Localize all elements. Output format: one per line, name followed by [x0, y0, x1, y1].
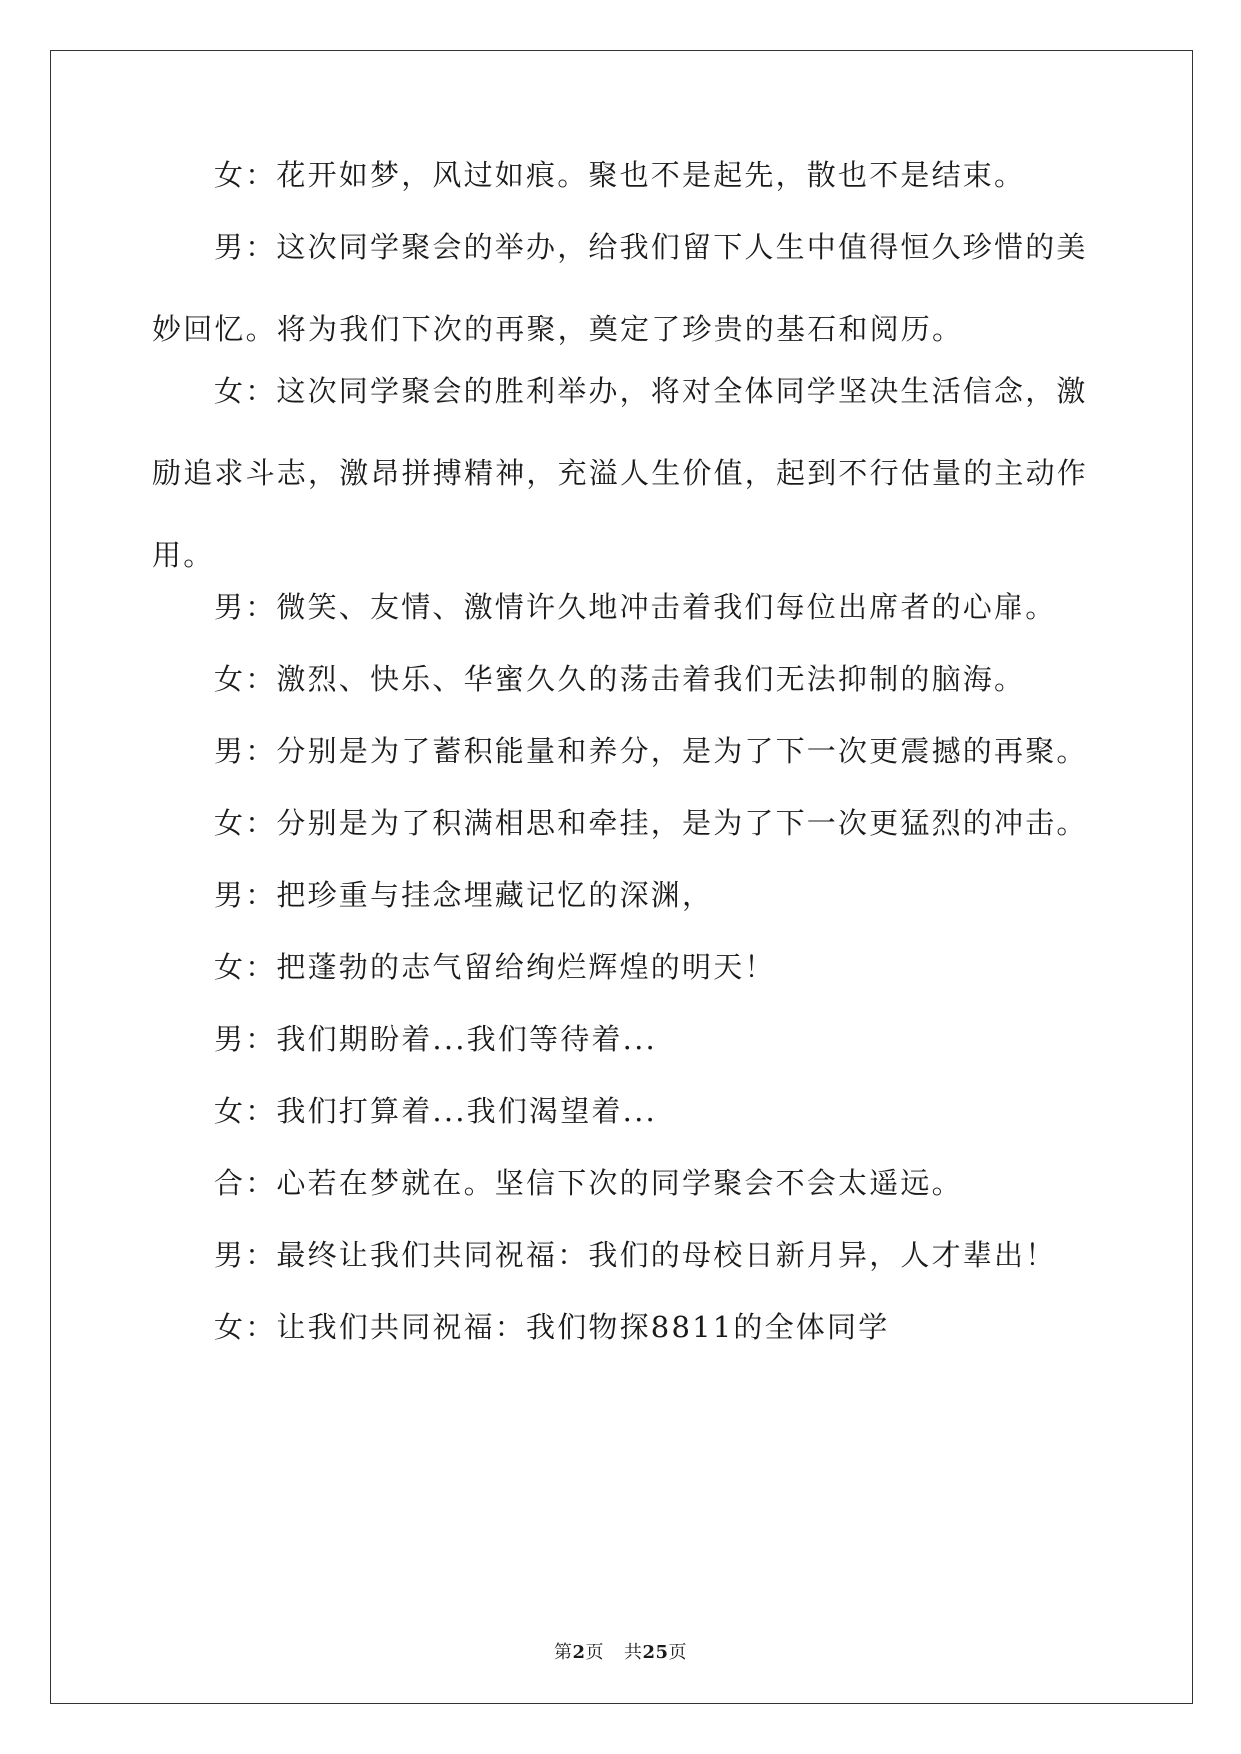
footer-page-suffix: 页	[585, 1642, 604, 1663]
paragraph: 合：心若在梦就在。坚信下次的同学聚会不会太遥远。	[214, 1166, 963, 1200]
paragraph: 女：花开如梦，风过如痕。聚也不是起先，散也不是结束。	[214, 158, 1026, 192]
current-page-number: 2	[572, 1642, 586, 1663]
total-page-count: 25	[642, 1642, 669, 1663]
paragraph: 男：微笑、友情、激情许久地冲击着我们每位出席者的心扉。	[214, 590, 1057, 624]
paragraph: 女：我们打算着...我们渴望着...	[214, 1094, 657, 1128]
footer-total-prefix: 共	[623, 1642, 643, 1663]
paragraph: 女：分别是为了积满相思和牵挂，是为了下一次更猛烈的冲击。	[214, 806, 1088, 840]
paragraph: 女：这次同学聚会的胜利举办，将对全体同学坚决生活信念，激励追求斗志，激昂拼搏精神，充溢人生价值，起到不行估量的主动作用。	[152, 374, 1089, 572]
paragraph: 男：最终让我们共同祝福：我们的母校日新月异，人才辈出！	[214, 1238, 1057, 1272]
page-number-footer	[0, 1638, 1241, 1664]
footer-prefix: 第	[553, 1642, 573, 1663]
paragraph: 男：这次同学聚会的举办，给我们留下人生中值得恒久珍惜的美妙回忆。将为我们下次的再聚，奠定了珍贵的基石和阅历。	[152, 230, 1088, 346]
paragraph: 男：分别是为了蓄积能量和养分，是为了下一次更震撼的再聚。	[214, 734, 1088, 768]
paragraph: 女：激烈、快乐、华蜜久久的荡击着我们无法抑制的脑海。	[214, 662, 1026, 696]
paragraph: 男：我们期盼着...我们等待着...	[214, 1022, 657, 1056]
paragraph: 女：把蓬勃的志气留给绚烂辉煌的明天！	[214, 950, 776, 984]
paragraph: 女：让我们共同祝福：我们物探8811的全体同学	[214, 1310, 890, 1344]
paragraph: 男：把珍重与挂念埋藏记忆的深渊，	[214, 878, 714, 912]
footer-total-suffix: 页	[668, 1642, 688, 1663]
